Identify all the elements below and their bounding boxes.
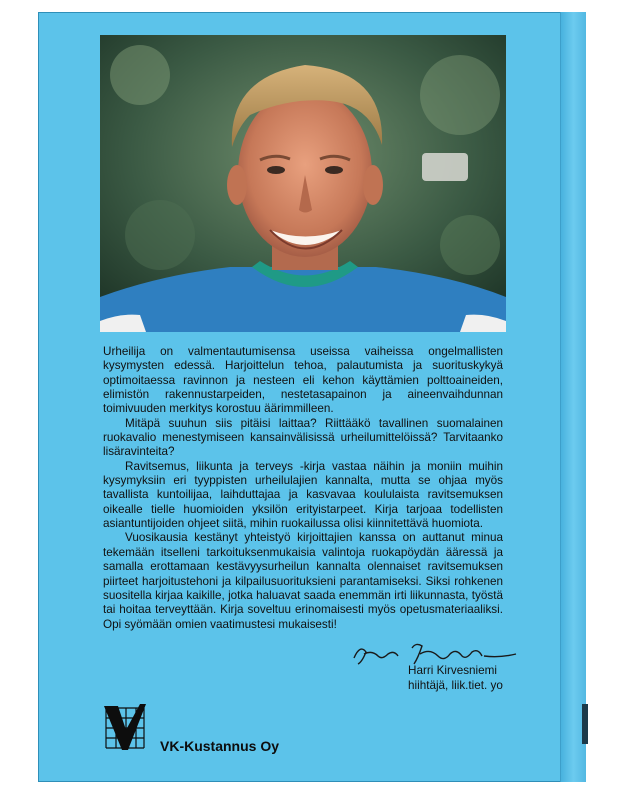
description-paragraph: Urheilija on valmentautumisensa useissa vaiheissa ongelmallisten kysymysten edessä. Harjoittelun tehoa, palautumista ja suorituskykyä optimoitaessa ravinnon ja nesteen eli kehon käyttämien polttoaineiden, elimistön rakennustarpeiden, nestetasapainon ja aineenvaihdunnan toimivuuden merkitys korostuu äärimmilleen. bbox=[103, 345, 503, 416]
author-credit bbox=[408, 663, 558, 693]
vk-grid-logo bbox=[100, 702, 150, 752]
description-paragraph: Ravitsemus, liikunta ja terveys -kirja vastaa näihin ja moniin muihin kysymyksiin eri tyyppisten urheilulajien kannalta, mutta se ohjaa myös tavallista kuntoilijaa, laihduttajaa ja kasvavaa koululaista ravitsemuksen oikealle tielle huomioiden yksilön erityistarpeet. Kirja tarjoaa todellisten asiantuntijoiden ohjeet siitä, mihin ruokailussa olisi kiinnitettävä huomiota. bbox=[103, 459, 503, 531]
description-paragraph: Vuosikausia kestänyt yhteistyö kirjoittajien kanssa on auttanut minua tekemään itselleni tarkoituksenmukaisia valintoja ruokapöydän ääressä ja samalla erottamaan kestävyysurheilun kannalta olennaiset ravitsemuksen piirteet harjoitustehoni ja kilpailusuorituksieni parantamiseksi. Siksi rohkenen suositella kirjaa kaikille, jotka haluavat saada enemmän irti liikunnasta, työstä tai hoitaa terveyttään. Kirja soveltuu erinomaisesti myös opetusmateriaaliksi. Opi syömään omien vaatimustesi mukaisesti! bbox=[103, 531, 503, 631]
publisher-name: VK-Kustannus Oy bbox=[160, 738, 280, 754]
spine-label-strip bbox=[582, 704, 588, 744]
portrait-photo bbox=[100, 35, 506, 332]
back-cover-description bbox=[103, 345, 503, 632]
author-title: hiihtäjä, liik.tiet. yo bbox=[408, 679, 503, 692]
author-name: Harri Kirvesniemi bbox=[408, 664, 497, 677]
description-paragraph: Mitäpä suuhun siis pitäisi laittaa? Riittääkö tavallinen suomalainen ruokavalio menestymiseen kansainvälisissä urheilumittelöissä? Tarvitaanko lisäravinteita? bbox=[103, 416, 503, 459]
book-spine-edge bbox=[560, 12, 586, 782]
